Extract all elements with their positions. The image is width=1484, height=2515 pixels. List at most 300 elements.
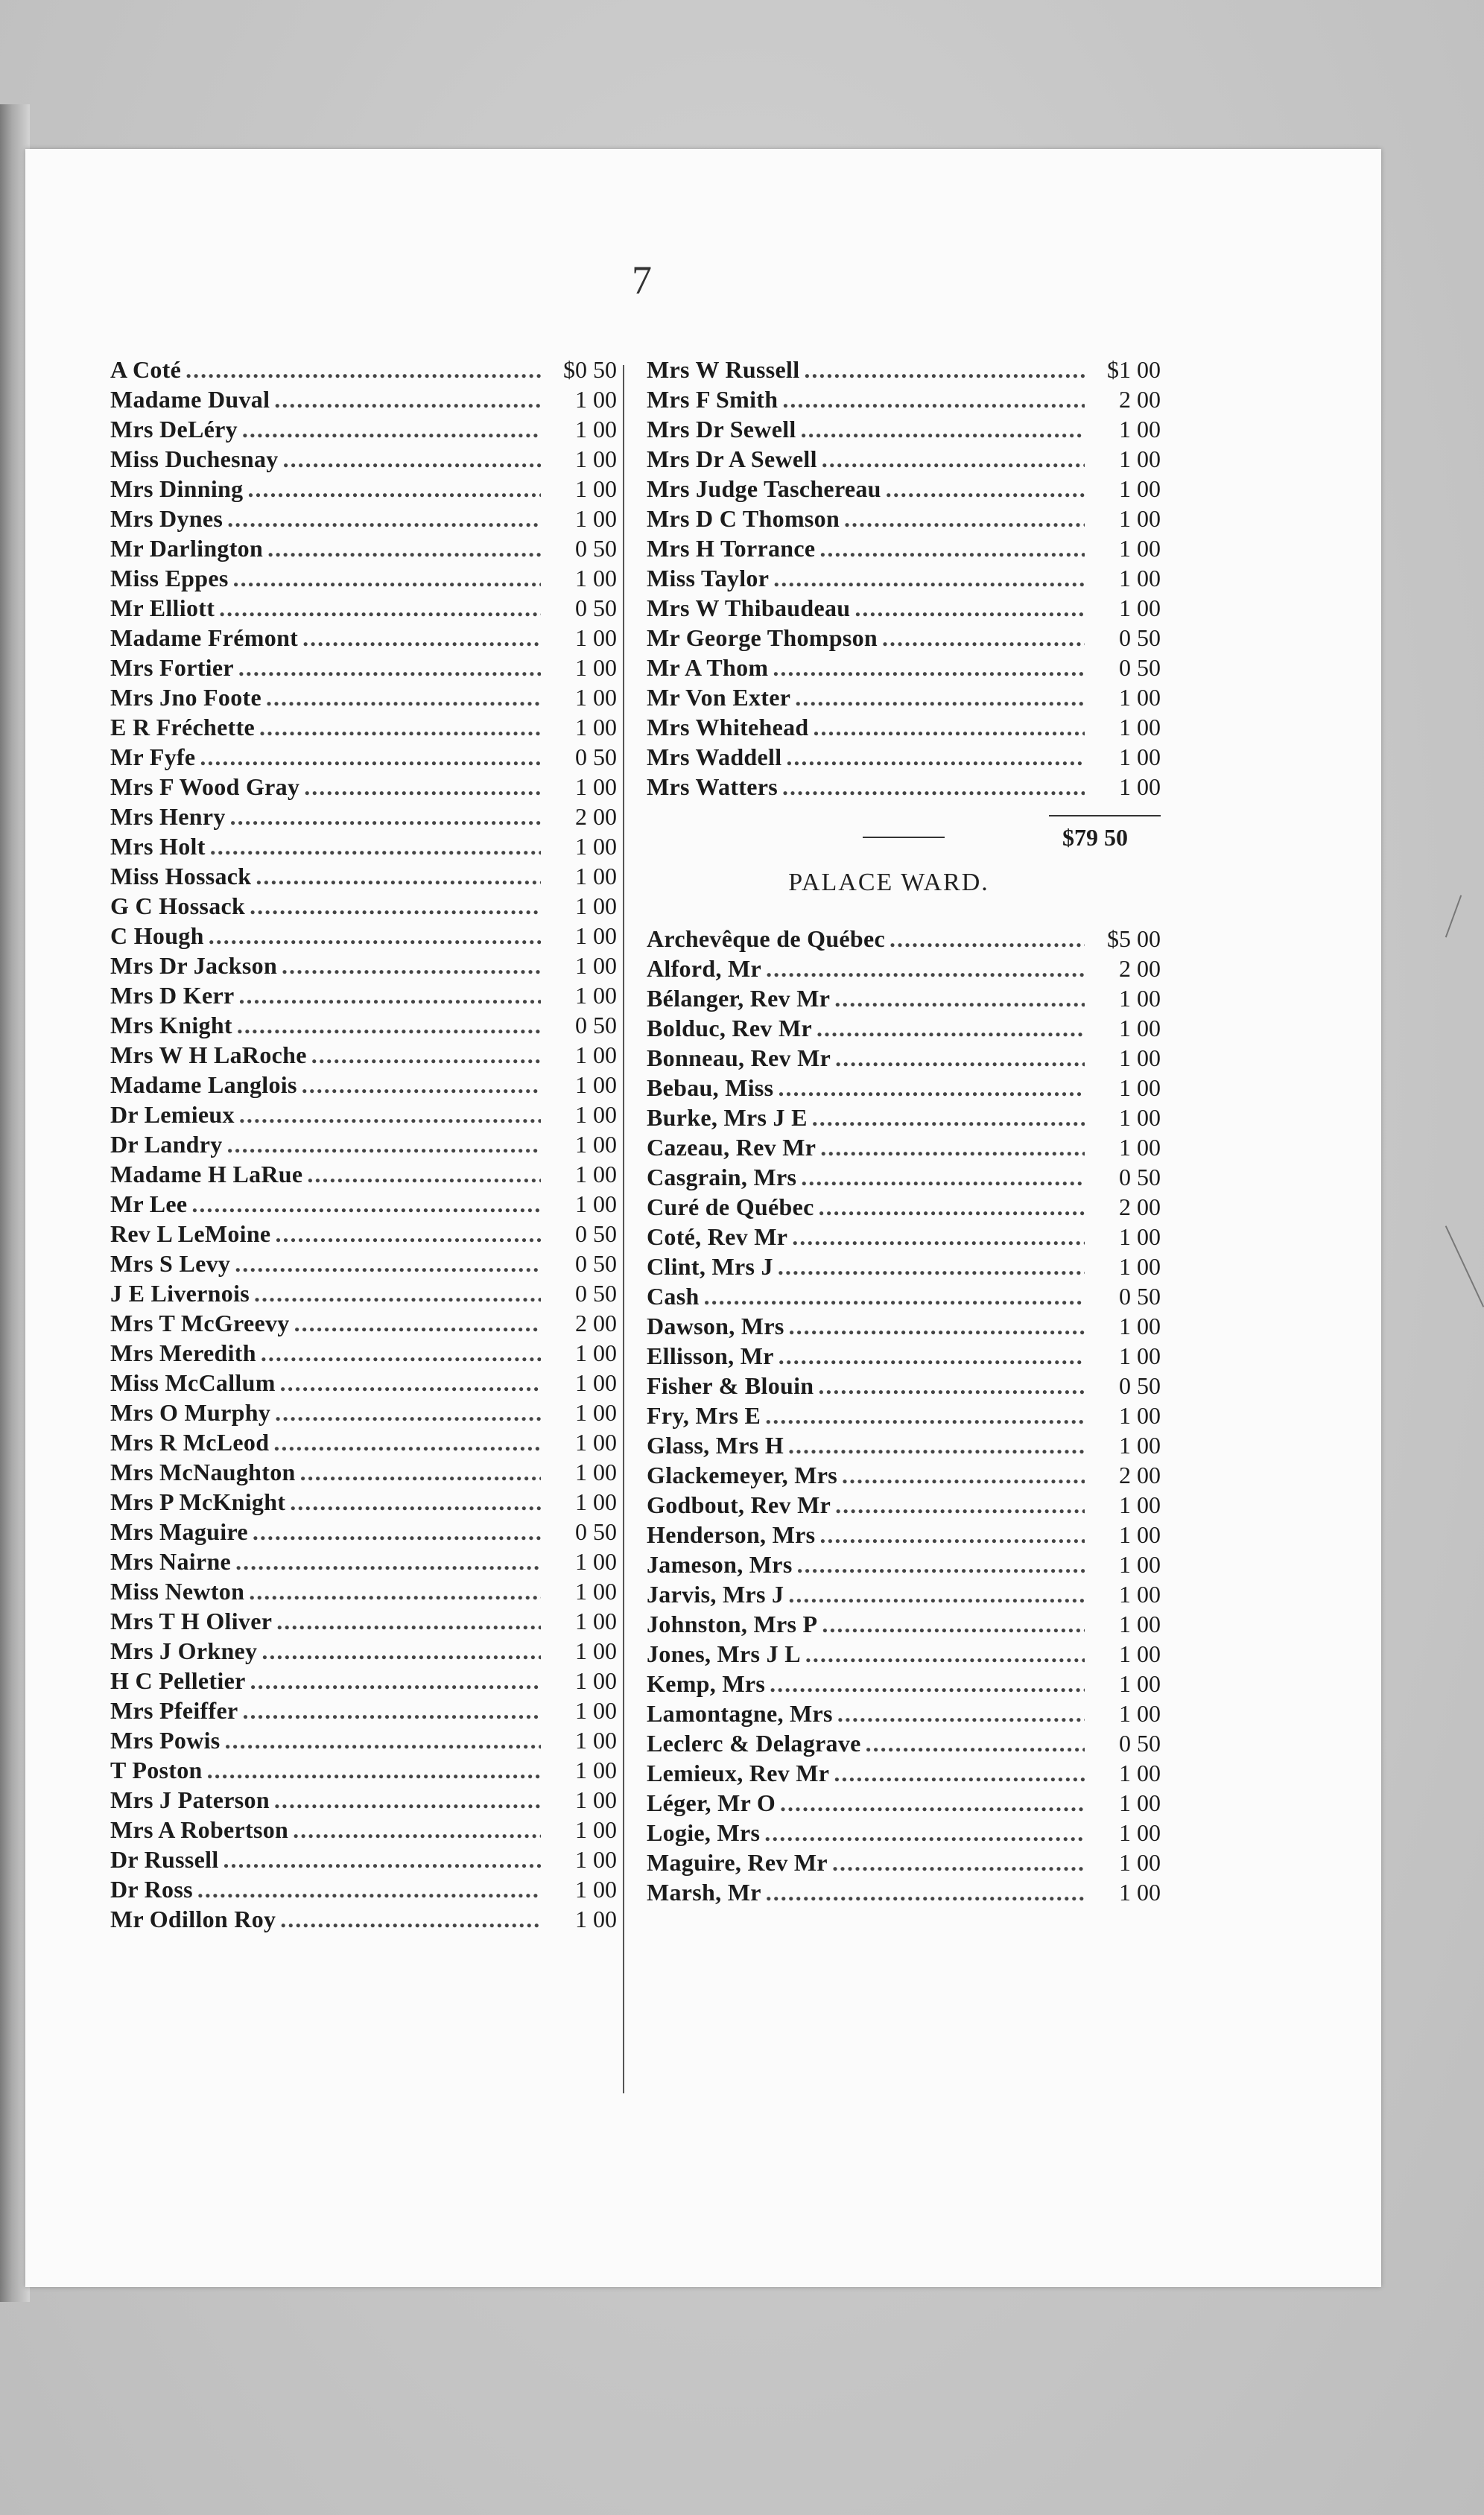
entry-amount: 1 00 bbox=[575, 445, 617, 472]
dot-leader bbox=[235, 1547, 541, 1576]
list-item bbox=[647, 1848, 1161, 1877]
list-item bbox=[110, 1547, 617, 1576]
list-item bbox=[110, 533, 617, 563]
entry-name: Mrs Pfeiffer bbox=[110, 1697, 238, 1724]
entry-name: Mrs Watters bbox=[647, 773, 778, 800]
entry-name: Ellisson, Mr bbox=[647, 1342, 774, 1369]
list-item bbox=[110, 802, 617, 831]
dot-leader bbox=[890, 924, 1085, 954]
list-item bbox=[647, 1311, 1161, 1341]
entry-amount: 1 00 bbox=[1119, 1223, 1161, 1250]
dot-leader bbox=[283, 444, 541, 474]
dot-leader bbox=[294, 1308, 541, 1338]
list-item bbox=[647, 1877, 1161, 1907]
list-item bbox=[110, 1129, 617, 1159]
list-item bbox=[647, 1788, 1161, 1818]
list-item bbox=[110, 742, 617, 772]
entry-name: Miss Newton bbox=[110, 1578, 245, 1605]
entry-name: Mrs F Wood Gray bbox=[110, 773, 300, 800]
dot-leader bbox=[302, 623, 541, 653]
entry-amount: 1 00 bbox=[575, 1429, 617, 1456]
entry-name: Mrs O Murphy bbox=[110, 1399, 271, 1426]
list-item bbox=[110, 1904, 617, 1934]
entry-name: Mrs D Kerr bbox=[110, 982, 235, 1009]
dot-leader bbox=[302, 1070, 541, 1100]
entry-amount: 2 00 bbox=[1119, 1193, 1161, 1220]
entry-name: Glackemeyer, Mrs bbox=[647, 1462, 837, 1488]
dot-leader bbox=[233, 563, 541, 593]
entry-amount: 1 00 bbox=[575, 982, 617, 1009]
entry-amount: 1 00 bbox=[575, 892, 617, 919]
page-number: 7 bbox=[632, 258, 652, 302]
list-item bbox=[110, 1874, 617, 1904]
entry-name: Mrs Holt bbox=[110, 833, 206, 860]
subtotal-rule bbox=[1049, 815, 1161, 816]
dot-leader bbox=[804, 355, 1085, 384]
dot-leader bbox=[797, 1550, 1085, 1579]
dot-leader bbox=[704, 1281, 1085, 1311]
dot-leader bbox=[788, 1579, 1085, 1609]
dot-leader bbox=[237, 1010, 541, 1040]
entry-name: Mrs Judge Taschereau bbox=[647, 475, 881, 502]
list-item bbox=[110, 444, 617, 474]
list-item bbox=[110, 1845, 617, 1874]
entry-amount: 1 00 bbox=[575, 1190, 617, 1217]
entry-name: Cazeau, Rev Mr bbox=[647, 1134, 816, 1161]
list-item bbox=[647, 533, 1161, 563]
entry-name: Bonneau, Rev Mr bbox=[647, 1044, 831, 1071]
entry-amount: 1 00 bbox=[1119, 1640, 1161, 1667]
entry-name: T Poston bbox=[110, 1757, 203, 1783]
list-item bbox=[110, 861, 617, 891]
list-item bbox=[110, 1040, 617, 1070]
entry-amount: 1 00 bbox=[1119, 1044, 1161, 1071]
dot-leader bbox=[786, 742, 1085, 772]
entry-amount: 1 00 bbox=[1119, 1342, 1161, 1369]
entry-amount: 1 00 bbox=[575, 833, 617, 860]
entry-amount: 1 00 bbox=[1119, 684, 1161, 711]
entry-name: E R Fréchette bbox=[110, 714, 256, 740]
entry-amount: 1 00 bbox=[575, 1667, 617, 1694]
list-item bbox=[110, 1576, 617, 1606]
entry-name: Mrs W H LaRoche bbox=[110, 1041, 307, 1068]
dot-leader bbox=[239, 1100, 541, 1129]
entry-name: Archevêque de Québec bbox=[647, 925, 886, 952]
dot-leader bbox=[230, 802, 541, 831]
list-item bbox=[110, 1189, 617, 1219]
entry-amount: 1 00 bbox=[575, 863, 617, 889]
entry-name: Henderson, Mrs bbox=[647, 1521, 816, 1548]
list-item bbox=[110, 682, 617, 712]
dot-leader bbox=[854, 593, 1085, 623]
entry-name: Mrs W Thibaudeau bbox=[647, 594, 851, 621]
entry-name: Mr Von Exter bbox=[647, 684, 791, 711]
entry-amount: 1 00 bbox=[575, 1459, 617, 1485]
entry-name: A Coté bbox=[110, 356, 182, 383]
dot-leader bbox=[882, 623, 1085, 653]
entry-amount: $1 00 bbox=[1107, 356, 1161, 383]
entry-amount: 1 00 bbox=[575, 1399, 617, 1426]
entry-amount: 0 50 bbox=[575, 535, 617, 562]
list-item bbox=[110, 1100, 617, 1129]
list-item bbox=[647, 1013, 1161, 1043]
dot-leader bbox=[773, 563, 1085, 593]
dot-leader bbox=[805, 1639, 1085, 1669]
list-item bbox=[110, 1338, 617, 1368]
entry-name: Mrs R McLeod bbox=[110, 1429, 270, 1456]
list-item bbox=[110, 504, 617, 533]
list-item bbox=[110, 384, 617, 414]
subtotal-amount: $79 50 bbox=[1062, 824, 1128, 851]
list-item bbox=[647, 384, 1161, 414]
entry-name: Johnston, Mrs P bbox=[647, 1611, 818, 1637]
entry-amount: 1 00 bbox=[1119, 1551, 1161, 1578]
right-column-entries bbox=[647, 355, 1161, 802]
entry-amount: 2 00 bbox=[1119, 1462, 1161, 1488]
list-item bbox=[110, 831, 617, 861]
entry-amount: 0 50 bbox=[575, 1280, 617, 1307]
entry-name: Mrs Fortier bbox=[110, 654, 234, 681]
palace-ward-entries bbox=[647, 924, 1161, 1907]
dot-leader bbox=[266, 682, 541, 712]
entry-amount: 1 00 bbox=[1119, 594, 1161, 621]
entry-name: Casgrain, Mrs bbox=[647, 1164, 797, 1190]
entry-amount: $5 00 bbox=[1107, 925, 1161, 952]
dot-leader bbox=[280, 1368, 541, 1398]
dot-leader bbox=[801, 1162, 1085, 1192]
entry-amount: 1 00 bbox=[575, 1876, 617, 1903]
entry-name: Miss Eppes bbox=[110, 565, 229, 592]
dot-leader bbox=[293, 1815, 541, 1845]
dot-leader bbox=[812, 1103, 1085, 1132]
entry-amount: 1 00 bbox=[575, 1369, 617, 1396]
entry-name: Lamontagne, Mrs bbox=[647, 1700, 833, 1727]
dot-leader bbox=[238, 653, 541, 682]
entry-amount: 1 00 bbox=[1119, 1789, 1161, 1816]
list-item bbox=[647, 1401, 1161, 1430]
entry-amount: 1 00 bbox=[575, 922, 617, 949]
dot-leader bbox=[832, 1848, 1085, 1877]
dot-leader bbox=[816, 1013, 1085, 1043]
entry-name: Mrs H Torrance bbox=[647, 535, 816, 562]
list-item bbox=[647, 1371, 1161, 1401]
entry-name: Bélanger, Rev Mr bbox=[647, 985, 831, 1012]
dot-leader bbox=[290, 1487, 541, 1517]
entry-amount: 1 00 bbox=[1119, 1760, 1161, 1786]
entry-amount: 1 00 bbox=[575, 714, 617, 740]
list-item bbox=[110, 1368, 617, 1398]
entry-amount: 1 00 bbox=[575, 624, 617, 651]
dot-leader bbox=[200, 742, 541, 772]
dot-leader bbox=[765, 1401, 1085, 1430]
entry-amount: 1 00 bbox=[575, 684, 617, 711]
entry-name: Jarvis, Mrs J bbox=[647, 1581, 784, 1608]
entry-name: Bebau, Miss bbox=[647, 1074, 774, 1101]
entry-amount: 1 00 bbox=[575, 654, 617, 681]
dot-leader bbox=[261, 1338, 541, 1368]
list-item bbox=[110, 1308, 617, 1338]
entry-amount: 1 00 bbox=[1119, 445, 1161, 472]
list-item bbox=[647, 1043, 1161, 1073]
entry-name: Mrs Dr Sewell bbox=[647, 416, 796, 443]
list-item bbox=[647, 1728, 1161, 1758]
entry-amount: 1 00 bbox=[575, 1906, 617, 1932]
entry-amount: 1 00 bbox=[1119, 1432, 1161, 1459]
list-item bbox=[110, 980, 617, 1010]
dot-leader bbox=[782, 384, 1085, 414]
list-item bbox=[647, 593, 1161, 623]
entry-name: Jones, Mrs J L bbox=[647, 1640, 801, 1667]
entry-name: Mrs McNaughton bbox=[110, 1459, 296, 1485]
section-heading: PALACE WARD. bbox=[788, 869, 989, 896]
dot-leader bbox=[778, 1252, 1085, 1281]
entry-name: Madame Langlois bbox=[110, 1071, 297, 1098]
list-item bbox=[110, 1398, 617, 1427]
list-item bbox=[110, 1249, 617, 1278]
entry-name: Dr Landry bbox=[110, 1131, 223, 1158]
entry-name: Maguire, Rev Mr bbox=[647, 1849, 828, 1876]
dot-leader bbox=[766, 1877, 1085, 1907]
dot-leader bbox=[795, 682, 1085, 712]
dot-leader bbox=[311, 1040, 541, 1070]
entry-amount: 1 00 bbox=[1119, 714, 1161, 740]
entry-amount: 1 00 bbox=[575, 1101, 617, 1128]
dot-leader bbox=[778, 1073, 1085, 1103]
entry-name: Léger, Mr O bbox=[647, 1789, 776, 1816]
entry-name: Fry, Mrs E bbox=[647, 1402, 761, 1429]
right-column-list bbox=[647, 355, 1161, 1907]
entry-amount: 1 00 bbox=[575, 1578, 617, 1605]
entry-name: Mrs Jno Foote bbox=[110, 684, 261, 711]
list-item bbox=[110, 355, 617, 384]
entry-amount: 1 00 bbox=[1119, 1491, 1161, 1518]
entry-name: C Hough bbox=[110, 922, 204, 949]
entry-name: J E Livernois bbox=[110, 1280, 250, 1307]
list-item bbox=[110, 951, 617, 980]
entry-name: Rev L LeMoine bbox=[110, 1220, 271, 1247]
entry-amount: 1 00 bbox=[575, 416, 617, 443]
entry-name: Mr A Thom bbox=[647, 654, 769, 681]
entry-name: Clint, Mrs J bbox=[647, 1253, 773, 1280]
dot-leader bbox=[792, 1222, 1085, 1252]
entry-name: Alford, Mr bbox=[647, 955, 762, 982]
dot-leader bbox=[801, 414, 1085, 444]
list-item bbox=[110, 1219, 617, 1249]
list-item bbox=[647, 1490, 1161, 1520]
entry-name: Leclerc & Delagrave bbox=[647, 1730, 861, 1757]
dot-leader bbox=[209, 921, 541, 951]
dot-leader bbox=[219, 593, 541, 623]
entry-amount: 0 50 bbox=[1119, 1730, 1161, 1757]
entry-name: Mrs Dr Jackson bbox=[110, 952, 278, 979]
list-item bbox=[110, 1725, 617, 1755]
dot-leader bbox=[835, 1043, 1085, 1073]
list-item bbox=[110, 891, 617, 921]
entry-name: Miss Duchesnay bbox=[110, 445, 279, 472]
entry-name: Mrs Knight bbox=[110, 1012, 232, 1038]
entry-name: Dr Russell bbox=[110, 1846, 219, 1873]
entry-amount: 1 00 bbox=[1119, 1611, 1161, 1637]
dot-leader bbox=[770, 1669, 1085, 1699]
dot-leader bbox=[274, 1785, 541, 1815]
list-item bbox=[110, 623, 617, 653]
dot-leader bbox=[780, 1788, 1085, 1818]
list-item bbox=[110, 414, 617, 444]
list-item bbox=[647, 954, 1161, 983]
dot-leader bbox=[223, 1845, 541, 1874]
entry-amount: 2 00 bbox=[575, 803, 617, 830]
list-item bbox=[647, 1430, 1161, 1460]
entry-name: Mrs T H Oliver bbox=[110, 1608, 273, 1634]
list-item bbox=[110, 1070, 617, 1100]
list-item bbox=[647, 1162, 1161, 1192]
entry-amount: 1 00 bbox=[575, 565, 617, 592]
dot-leader bbox=[242, 1696, 541, 1725]
list-item bbox=[647, 1341, 1161, 1371]
entry-amount: 1 00 bbox=[575, 1697, 617, 1724]
list-item bbox=[647, 1192, 1161, 1222]
entry-amount: 1 00 bbox=[1119, 1015, 1161, 1041]
list-item bbox=[110, 1487, 617, 1517]
entry-name: Kemp, Mrs bbox=[647, 1670, 766, 1697]
list-item bbox=[647, 355, 1161, 384]
entry-amount: 0 50 bbox=[575, 1250, 617, 1277]
entry-amount: 1 00 bbox=[1119, 1104, 1161, 1131]
entry-amount: 1 00 bbox=[575, 952, 617, 979]
entry-name: Mrs D C Thomson bbox=[647, 505, 840, 532]
dot-leader bbox=[276, 1606, 541, 1636]
list-item bbox=[647, 1699, 1161, 1728]
entry-name: Jameson, Mrs bbox=[647, 1551, 793, 1578]
entry-amount: 1 00 bbox=[1119, 1521, 1161, 1548]
dot-leader bbox=[842, 1460, 1085, 1490]
list-item bbox=[647, 504, 1161, 533]
entry-amount: 1 00 bbox=[575, 1816, 617, 1843]
entry-name: Madame Frémont bbox=[110, 624, 299, 651]
entry-amount: 1 00 bbox=[1119, 1849, 1161, 1876]
dot-leader bbox=[886, 474, 1085, 504]
list-item bbox=[647, 1252, 1161, 1281]
dot-leader bbox=[186, 355, 541, 384]
entry-name: Mrs W Russell bbox=[647, 356, 800, 383]
entry-amount: 2 00 bbox=[575, 1310, 617, 1336]
entry-name: Mr George Thompson bbox=[647, 624, 878, 651]
entry-name: Dawson, Mrs bbox=[647, 1313, 784, 1339]
entry-amount: 1 00 bbox=[1119, 565, 1161, 592]
dot-leader bbox=[304, 772, 541, 802]
list-item bbox=[110, 563, 617, 593]
list-item bbox=[647, 712, 1161, 742]
list-item bbox=[647, 563, 1161, 593]
entry-name: Mrs Whitehead bbox=[647, 714, 809, 740]
entry-amount: 1 00 bbox=[575, 505, 617, 532]
dot-leader bbox=[273, 1427, 541, 1457]
entry-name: Mrs Waddell bbox=[647, 743, 782, 770]
entry-amount: 1 00 bbox=[1119, 1134, 1161, 1161]
entry-amount: 1 00 bbox=[575, 1637, 617, 1664]
entry-name: Mrs A Robertson bbox=[110, 1816, 289, 1843]
list-item bbox=[647, 1609, 1161, 1639]
dot-leader bbox=[225, 1725, 541, 1755]
entry-amount: 1 00 bbox=[1119, 1402, 1161, 1429]
entry-amount: 0 50 bbox=[575, 1012, 617, 1038]
list-item bbox=[110, 1159, 617, 1189]
dot-leader bbox=[766, 954, 1085, 983]
dot-leader bbox=[207, 1755, 541, 1785]
entry-name: Burke, Mrs J E bbox=[647, 1104, 808, 1131]
list-item bbox=[647, 444, 1161, 474]
subtotal-dash bbox=[863, 837, 945, 838]
list-item bbox=[110, 1785, 617, 1815]
dot-leader bbox=[250, 891, 541, 921]
entry-amount: 0 50 bbox=[1119, 654, 1161, 681]
list-item bbox=[110, 474, 617, 504]
list-item bbox=[110, 1606, 617, 1636]
list-item bbox=[110, 1427, 617, 1457]
dot-leader bbox=[259, 712, 541, 742]
list-item bbox=[647, 983, 1161, 1013]
dot-leader bbox=[197, 1874, 541, 1904]
list-item bbox=[647, 414, 1161, 444]
dot-leader bbox=[275, 1219, 541, 1249]
entry-amount: 1 00 bbox=[1119, 1313, 1161, 1339]
subtotal-row bbox=[647, 821, 1161, 854]
entry-name: Mr Fyfe bbox=[110, 743, 196, 770]
entry-name: Mrs Dynes bbox=[110, 505, 223, 532]
entry-amount: 0 50 bbox=[1119, 1164, 1161, 1190]
entry-name: Miss McCallum bbox=[110, 1369, 276, 1396]
entry-name: G C Hossack bbox=[110, 892, 246, 919]
list-item bbox=[647, 1669, 1161, 1699]
list-item bbox=[110, 1457, 617, 1487]
list-item bbox=[110, 1010, 617, 1040]
list-item bbox=[110, 593, 617, 623]
entry-amount: 1 00 bbox=[575, 475, 617, 502]
entry-amount: 2 00 bbox=[1119, 955, 1161, 982]
dot-leader bbox=[210, 831, 541, 861]
list-item bbox=[110, 1517, 617, 1547]
list-item bbox=[647, 1639, 1161, 1669]
list-item bbox=[647, 1758, 1161, 1788]
list-item bbox=[110, 772, 617, 802]
list-item bbox=[110, 1666, 617, 1696]
entry-name: Miss Taylor bbox=[647, 565, 770, 592]
list-item bbox=[110, 1278, 617, 1308]
entry-amount: 1 00 bbox=[1119, 1074, 1161, 1101]
entry-name: Mrs Nairne bbox=[110, 1548, 232, 1575]
dot-leader bbox=[819, 533, 1085, 563]
entry-name: Mrs DeLéry bbox=[110, 416, 238, 443]
entry-amount: 1 00 bbox=[1119, 743, 1161, 770]
dot-leader bbox=[242, 414, 541, 444]
entry-amount: 1 00 bbox=[1119, 1819, 1161, 1846]
entry-name: Mr Lee bbox=[110, 1190, 188, 1217]
entry-amount: 1 00 bbox=[575, 1339, 617, 1366]
dot-leader bbox=[764, 1818, 1085, 1848]
column-divider bbox=[623, 365, 624, 2093]
dot-leader bbox=[274, 384, 541, 414]
dot-leader bbox=[834, 983, 1085, 1013]
entry-name: Lemieux, Rev Mr bbox=[647, 1760, 830, 1786]
entry-amount: 0 50 bbox=[575, 1220, 617, 1247]
entry-name: Mrs Powis bbox=[110, 1727, 221, 1754]
entry-name: Mrs Henry bbox=[110, 803, 226, 830]
list-item bbox=[110, 653, 617, 682]
entry-amount: 1 00 bbox=[1119, 1581, 1161, 1608]
entry-name: Logie, Mrs bbox=[647, 1819, 761, 1846]
entry-name: Mr Darlington bbox=[110, 535, 264, 562]
entry-amount: 1 00 bbox=[1119, 1253, 1161, 1280]
